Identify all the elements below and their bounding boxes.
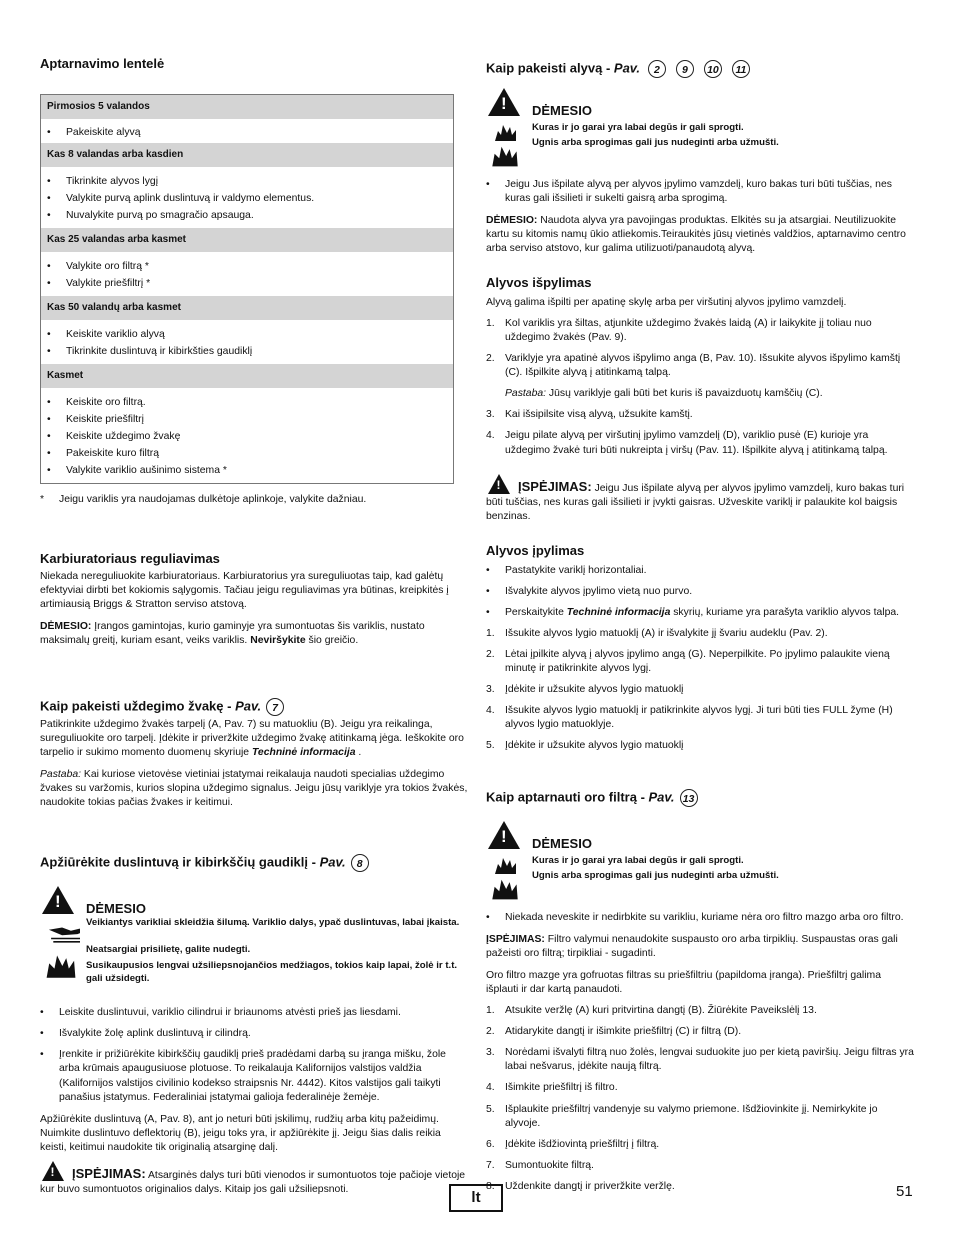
- step-number: 3.: [486, 683, 495, 695]
- warning-title: DĖMESIO: [86, 901, 146, 917]
- warning-triangle-icon: [42, 886, 74, 914]
- paragraph-text: Patikrinkite uždegimo žvakės tarpelį (A, Pav. 7) su matuokliu (B). Jeigu yra reikalinga, sureguliuokite oro tarpelį. Įdėkite ir priveržkite uždegimo žvakę atitinkamą jėga. Ieškokite oro tarpelio ir sukimo momento duomenų skyriuje: [40, 719, 464, 759]
- step-number: 2.: [486, 353, 495, 365]
- title-text: Kaip aptarnauti oro filtrą -: [486, 789, 649, 805]
- table-section-body: [41, 252, 453, 296]
- table-section-header: Kasmet: [41, 364, 453, 388]
- note-label: DĖMESIO:: [40, 620, 92, 632]
- list-item: • Pakeiskite alyvą: [47, 124, 447, 141]
- step-text: Atidarykite dangtį ir išimkite priešfiltrį (C) ir filtrą (D).: [505, 1026, 742, 1038]
- air-warning: [486, 933, 914, 961]
- muffler-paragraph: Apžiūrėkite duslintuvą (A, Pav. 8), ant jo neturi būti įskilimų, rudžių arba kitų pažeidimų. Nuimkite duslintuvo deflektorių (B), jeigu toks yra, ir apžiūrėkite jį. Jeigu šias dalis reikia keisti, keitimui naudokite tik originalią atsarginę dalį.: [40, 1113, 441, 1153]
- list-item: • Keiskite priešfiltrį: [47, 411, 447, 428]
- step-number: 4.: [486, 430, 495, 442]
- explosion-icon: [492, 855, 518, 875]
- list-item: [486, 408, 914, 422]
- step-text: Uždenkite dangtį ir priveržkite veržlę.: [505, 1180, 675, 1192]
- explosion-icon: [492, 122, 518, 142]
- step-number: 7.: [486, 1159, 495, 1171]
- step-number: 3.: [486, 409, 495, 421]
- step-text: Kol variklis yra šiltas, atjunkite uždegimo žvakės laidą (A) ir laikykite jį toliau nuo uždegimo žvakės (Pav. 9).: [505, 318, 872, 344]
- figure-ref-icon: 7: [266, 698, 284, 716]
- warning-block: [486, 821, 914, 901]
- list-item: • Keiskite uždegimo žvakę: [47, 428, 447, 445]
- step-text: Išimkite priešfiltrį iš filtro.: [505, 1082, 618, 1094]
- hot-surface-icon: [42, 922, 80, 944]
- table-section-header: Kas 25 valandas arba kasmet: [41, 228, 453, 252]
- step-text: Jeigu pilate alyvą per viršutinį įpylimo vamzdelį (D), variklio pusė (E) kurioje yra uždegimo žvakė turi būti nukreipta į viršų (Pav. 11). Išpilkite alyvą į atitinkamą talpą.: [505, 430, 888, 456]
- step-text: Įdėkite ir užsukite alyvos lygio matuoklį: [505, 740, 684, 751]
- list-item: • Leiskite duslintuvui, variklio cilindrui ir briaunoms atvėsti prieš jas liesdami.: [40, 1006, 468, 1020]
- list-item: • Įrenkite ir prižiūrėkite kibirkščių gaudiklį prieš pradėdami darbą su įranga mišku, žole arba krūmais apaugusiuose plotuose. To reikalauja Kalifornijos valstijos valdžia (Kalifornijos valstijos civilinio kodekso straipsnis Nr. 4442). Kitos valstijos gali taikyti panašius įstatymus. Federaliniai įstatymai galioja federalinėje žemėje.: [40, 1048, 468, 1104]
- step-text: Išplaukite priešfiltrį vandenyje su valymo priemone. Išdžiovinkite jį. Nemirkykite jo alyvoje.: [505, 1103, 878, 1129]
- item-text: skyrių, kuriame yra parašyta variklio alyvos talpa.: [670, 606, 900, 618]
- fire-icon: [490, 144, 520, 168]
- plug-note: [40, 768, 468, 810]
- paragraph-end: .: [355, 747, 362, 759]
- list-item: • Tikrinkite alyvos lygį: [47, 173, 447, 190]
- right-column: [486, 60, 914, 1194]
- carb-paragraph: Niekada nereguliuokite karbiuratoriaus. Karbiuratorius yra sureguliuotas taip, kad galėtų efektyviai dirbti bet kokiomis sąlygomis. Tačiau jeigu reguliavimas yra būtinas, kreipkitės į artimiausią Briggs & Stratton serviso atstovą.: [40, 570, 449, 610]
- list-item: • Valykite variklio aušinimo sistema *: [47, 462, 447, 479]
- table-section-header: Kas 50 valandų arba kasmet: [41, 296, 453, 320]
- step-text: Norėdami išvalyti filtrą nuo žolės, lengvai suduokite juo per kietą paviršių. Jeigu filtras yra labai nešvarus, įdėkite naują filtrą.: [505, 1047, 914, 1073]
- footnote-text: Jeigu variklis yra naudojamas dulkėtoje aplinkoje, valykite dažniau.: [59, 493, 367, 505]
- step-text: Įdėkite ir užsukite alyvos lygio matuoklį: [505, 683, 684, 695]
- language-badge: lt: [449, 1184, 503, 1212]
- step-number: 6.: [486, 1138, 495, 1150]
- step-number: 5.: [486, 1103, 495, 1115]
- left-column: [40, 56, 468, 1197]
- table-section-header: Kas 8 valandas arba kasdien: [41, 143, 453, 167]
- list-item: • Nuvalykite purvą po smagračio apsauga.: [47, 207, 447, 224]
- warning-block: [40, 886, 468, 996]
- hazard-text: Kuras ir jo garai yra labai degūs ir gali sprogti.: [532, 122, 744, 133]
- warning-block: [486, 88, 914, 168]
- list-item: [486, 352, 914, 380]
- maintenance-table: [40, 94, 454, 484]
- list-item: [486, 1004, 914, 1018]
- figure-ref-icon: 9: [676, 60, 694, 78]
- note-text: Įrangos gamintojas, kurio gaminyje yra sumontuotas šis variklis, nustato maksimalų greitį, kuriam esant, veiks variklis.: [40, 620, 425, 647]
- list-item: • Pastatykite variklį horizontaliai.: [486, 564, 914, 578]
- step-text: Išsukite alyvos lygio matuoklį (A) ir išvalykite jį švariu audeklu (Pav. 2).: [505, 627, 828, 639]
- step-number: 4.: [486, 704, 495, 716]
- list-item: [486, 627, 914, 641]
- list-item: [486, 429, 914, 457]
- hazard-text: Ugnis arba sprogimas gali jus nudeginti arba užmušti.: [532, 870, 779, 882]
- list-item: [486, 1180, 914, 1194]
- page-number: 51: [896, 1183, 913, 1200]
- carb-note: [40, 620, 468, 648]
- muffler-list: [40, 1006, 468, 1104]
- oil-title: [486, 60, 914, 78]
- step-number: 1.: [486, 627, 495, 639]
- list-item: • Išvalykite alyvos įpylimo vietą nuo purvo.: [486, 585, 914, 599]
- table-section-body: [41, 119, 453, 143]
- air-paragraph: Oro filtro mazge yra gofruotas filtras su priešfiltriu (papildoma įranga). Priešfiltrį galima išplauti ir dar kartą panaudoti.: [486, 970, 881, 996]
- step-text: Įdėkite išdžiovintą priešfiltrį į filtrą.: [505, 1138, 660, 1150]
- list-item: • Išvalykite žolę aplink duslintuvą ir cilindrą.: [40, 1027, 468, 1041]
- pav-label: Pav.: [613, 60, 640, 76]
- figure-ref-icon: 10: [704, 60, 722, 78]
- warning-triangle-icon: [488, 474, 510, 494]
- note-bold: Neviršykite: [250, 635, 306, 647]
- list-item: • Jeigu Jus išpilate alyvą per alyvos įpylimo vamzdelį, kuro bakas turi būti tuščias, nes kuras gali išsilieti ir sukelti gaisrą arba sprogimą.: [486, 178, 914, 206]
- hazard-text: Ugnis arba sprogimas gali jus nudeginti arba užmušti.: [532, 137, 779, 148]
- warning-title: DĖMESIO: [532, 836, 592, 852]
- note-label: Pastaba:: [40, 769, 82, 781]
- drain-warning: [486, 478, 914, 524]
- title-text: Kaip pakeisti alyvą -: [486, 60, 614, 76]
- list-item: [486, 1046, 914, 1074]
- step-text: Sumontuokite filtrą.: [505, 1159, 594, 1171]
- step-number: 8.: [486, 1180, 495, 1192]
- table-section-header: Pirmosios 5 valandos: [41, 95, 453, 119]
- drain-title: Alyvos išpylimas: [486, 275, 592, 291]
- warning-label: ĮSPĖJIMAS:: [486, 934, 545, 946]
- list-item: • Keiskite variklio alyvą: [47, 326, 447, 343]
- hazard-text: Veikiantys varikliai skleidžia šilumą. Variklio dalys, ypač duslintuvas, labai įkaista.: [86, 917, 460, 929]
- warning-triangle-icon: [488, 821, 520, 849]
- list-item: [486, 1103, 914, 1131]
- list-item: • Niekada neveskite ir nedirbkite su varikliu, kuriame nėra oro filtro mazgo arba oro filtro.: [486, 911, 914, 925]
- table-section-body: [41, 388, 453, 483]
- list-item: • Pakeiskite kuro filtrą: [47, 445, 447, 462]
- muffler-warning: [40, 1165, 468, 1197]
- fill-title: Alyvos įpylimas: [486, 542, 585, 558]
- step-number: 1.: [486, 1005, 495, 1017]
- warning-text: Jeigu Jus išpilate alyvą per alyvos įpylimo vamzdelį, kuro bakas turi būti tuščias, nes kuras gali išsilieti ir įvykti gaisras. Užveskite variklį ir palaukite kol baigsis benzinas.: [486, 482, 905, 522]
- section-ref: Techninė informacija: [251, 747, 356, 759]
- note-label: DĖMESIO:: [486, 215, 538, 227]
- item-text: Perskaitykite: [505, 606, 567, 618]
- note-end: šio greičio.: [305, 635, 359, 647]
- figure-ref-icon: 8: [351, 854, 369, 872]
- table-footnote: [40, 493, 468, 507]
- step-text: Variklyje yra apatinė alyvos išpylimo anga (B, Pav. 10). Išsukite alyvos išpylimo kamštį (C). Išpilkite alyvą į atitinkamą talpą.: [505, 353, 901, 379]
- list-item: [486, 1025, 914, 1039]
- fire-icon: [490, 877, 520, 901]
- list-item: [486, 704, 914, 732]
- warning-triangle-icon: [42, 1161, 64, 1181]
- muffler-title: [40, 854, 468, 872]
- note-text: Jūsų variklyje gali būti bet kuris iš pavaizduotų kamščių (C).: [546, 388, 823, 400]
- step-number: 5.: [486, 740, 495, 751]
- warning-text: Filtro valymui nenaudokite suspausto oro arba tirpiklių. Suspaustas oras gali pažeisti oro filtrą; tirpikliai - sugadinti.: [486, 934, 898, 960]
- hazard-text: Neatsargiai prisilietę, galite nudegti.: [86, 944, 251, 956]
- note-text: Naudota alyva yra pavojingas produktas. Elkitės su ja atsargiai. Neutilizuokite kartu su kitomis namų ūkio atliekomis.Teiraukitės jūsų vietinės valdžios, aptarnavimo centro arba serviso atstovo, kur galima utilizuoti/panaudotą alyvą.: [486, 215, 906, 255]
- fire-icon: [44, 952, 78, 980]
- figure-ref-icon: 11: [732, 60, 750, 78]
- note-text: Kai kuriose vietovėse vietiniai įstatymai reikalauja naudoti specialias uždegimo žvakes su varžomis, kurios slopina uždegimo signalus. Jeigu jūsų variklyje yra tokios žvakės, naudokite tokias pačias žvakes ir keitimui.: [40, 769, 468, 809]
- pav-label: Pav.: [235, 698, 262, 714]
- list-item: • Tikrinkite duslintuvą ir kibirkšties gaudiklį: [47, 343, 447, 360]
- table-section-body: [41, 167, 453, 228]
- drain-note: [486, 387, 914, 401]
- plug-paragraph: [40, 718, 468, 760]
- step-number: 2.: [486, 648, 495, 660]
- step-number: 1.: [486, 318, 495, 330]
- drain-intro: Alyvą galima išpilti per apatinę skylę arba per viršutinį alyvos įpylimo vamzdelį.: [486, 297, 847, 309]
- step-text: Išsukite alyvos lygio matuoklį ir patikrinkite alyvos lygį. Ji turi būti ties FULL žyme (H) alyvos lygio matuoklyje.: [505, 704, 893, 730]
- warning-triangle-icon: [488, 88, 520, 116]
- air-title: [486, 789, 914, 807]
- hazard-text: Kuras ir jo garai yra labai degūs ir gali sprogti.: [532, 855, 744, 867]
- table-section-body: [41, 320, 453, 364]
- oil-note: [486, 214, 914, 256]
- warning-title: DĖMESIO: [532, 103, 592, 118]
- list-item: [486, 1138, 914, 1152]
- title-text: Apžiūrėkite duslintuvą ir kibirkščių gaudiklį -: [40, 854, 320, 870]
- list-item: • Valykite purvą aplink duslintuvą ir valdymo elementus.: [47, 190, 447, 207]
- list-item: [486, 648, 914, 676]
- list-item: [486, 683, 914, 697]
- section-ref: Techninė informacija: [566, 606, 671, 618]
- list-item: • Valykite priešfiltrį *: [47, 275, 447, 292]
- warning-text: Atsarginės dalys turi būti vienodos ir sumontuotos toje pačioje vietoje kur buvo sumontuotos originalios dalys. Kitaip jos gali užsiliepsnoti.: [40, 1169, 466, 1195]
- list-item: [486, 1159, 914, 1173]
- pav-label: Pav.: [319, 854, 346, 870]
- schedule-title: Aptarnavimo lentelė: [40, 56, 165, 71]
- carb-title: Karbiuratoriaus reguliavimas: [40, 550, 220, 566]
- figure-ref-icon: 2: [648, 60, 666, 78]
- title-text: Kaip pakeisti uždegimo žvakę -: [40, 698, 236, 714]
- step-number: 2.: [486, 1026, 495, 1038]
- step-number: 3.: [486, 1047, 495, 1059]
- warning-label: ĮSPĖJIMAS:: [72, 1165, 146, 1181]
- hazard-text: Susikaupusios lengvai užsiliepsnojančios medžiagos, tokios kaip lapai, žolė ir t.t. gali užsidegti.: [86, 960, 458, 985]
- step-text: Lėtai įpilkite alyvą į alyvos įpylimo angą (G). Neperpilkite. Po įpylimo palaukite vieną minutę ir patikrinkite alyvos lygį.: [505, 648, 890, 674]
- figure-ref-icon: 13: [680, 789, 698, 807]
- step-number: 4.: [486, 1082, 495, 1094]
- list-item: • Valykite oro filtrą *: [47, 258, 447, 275]
- warning-label: ĮSPĖJIMAS:: [518, 478, 592, 494]
- list-item: [486, 1081, 914, 1095]
- step-text: Kai išsipilsite visą alyvą, užsukite kamštį.: [505, 409, 693, 421]
- list-item: [486, 606, 914, 620]
- pav-label: Pav.: [648, 789, 675, 805]
- footnote-mark: *: [40, 493, 45, 505]
- plug-title: [40, 698, 468, 716]
- step-text: Atsukite veržlę (A) kuri pritvirtina dangtį (B). Žiūrėkite Paveikslėlį 13.: [505, 1005, 817, 1017]
- note-label: Pastaba:: [505, 388, 547, 400]
- list-item: • Keiskite oro filtrą.: [47, 394, 447, 411]
- list-item: [486, 739, 914, 753]
- list-item: [486, 317, 914, 345]
